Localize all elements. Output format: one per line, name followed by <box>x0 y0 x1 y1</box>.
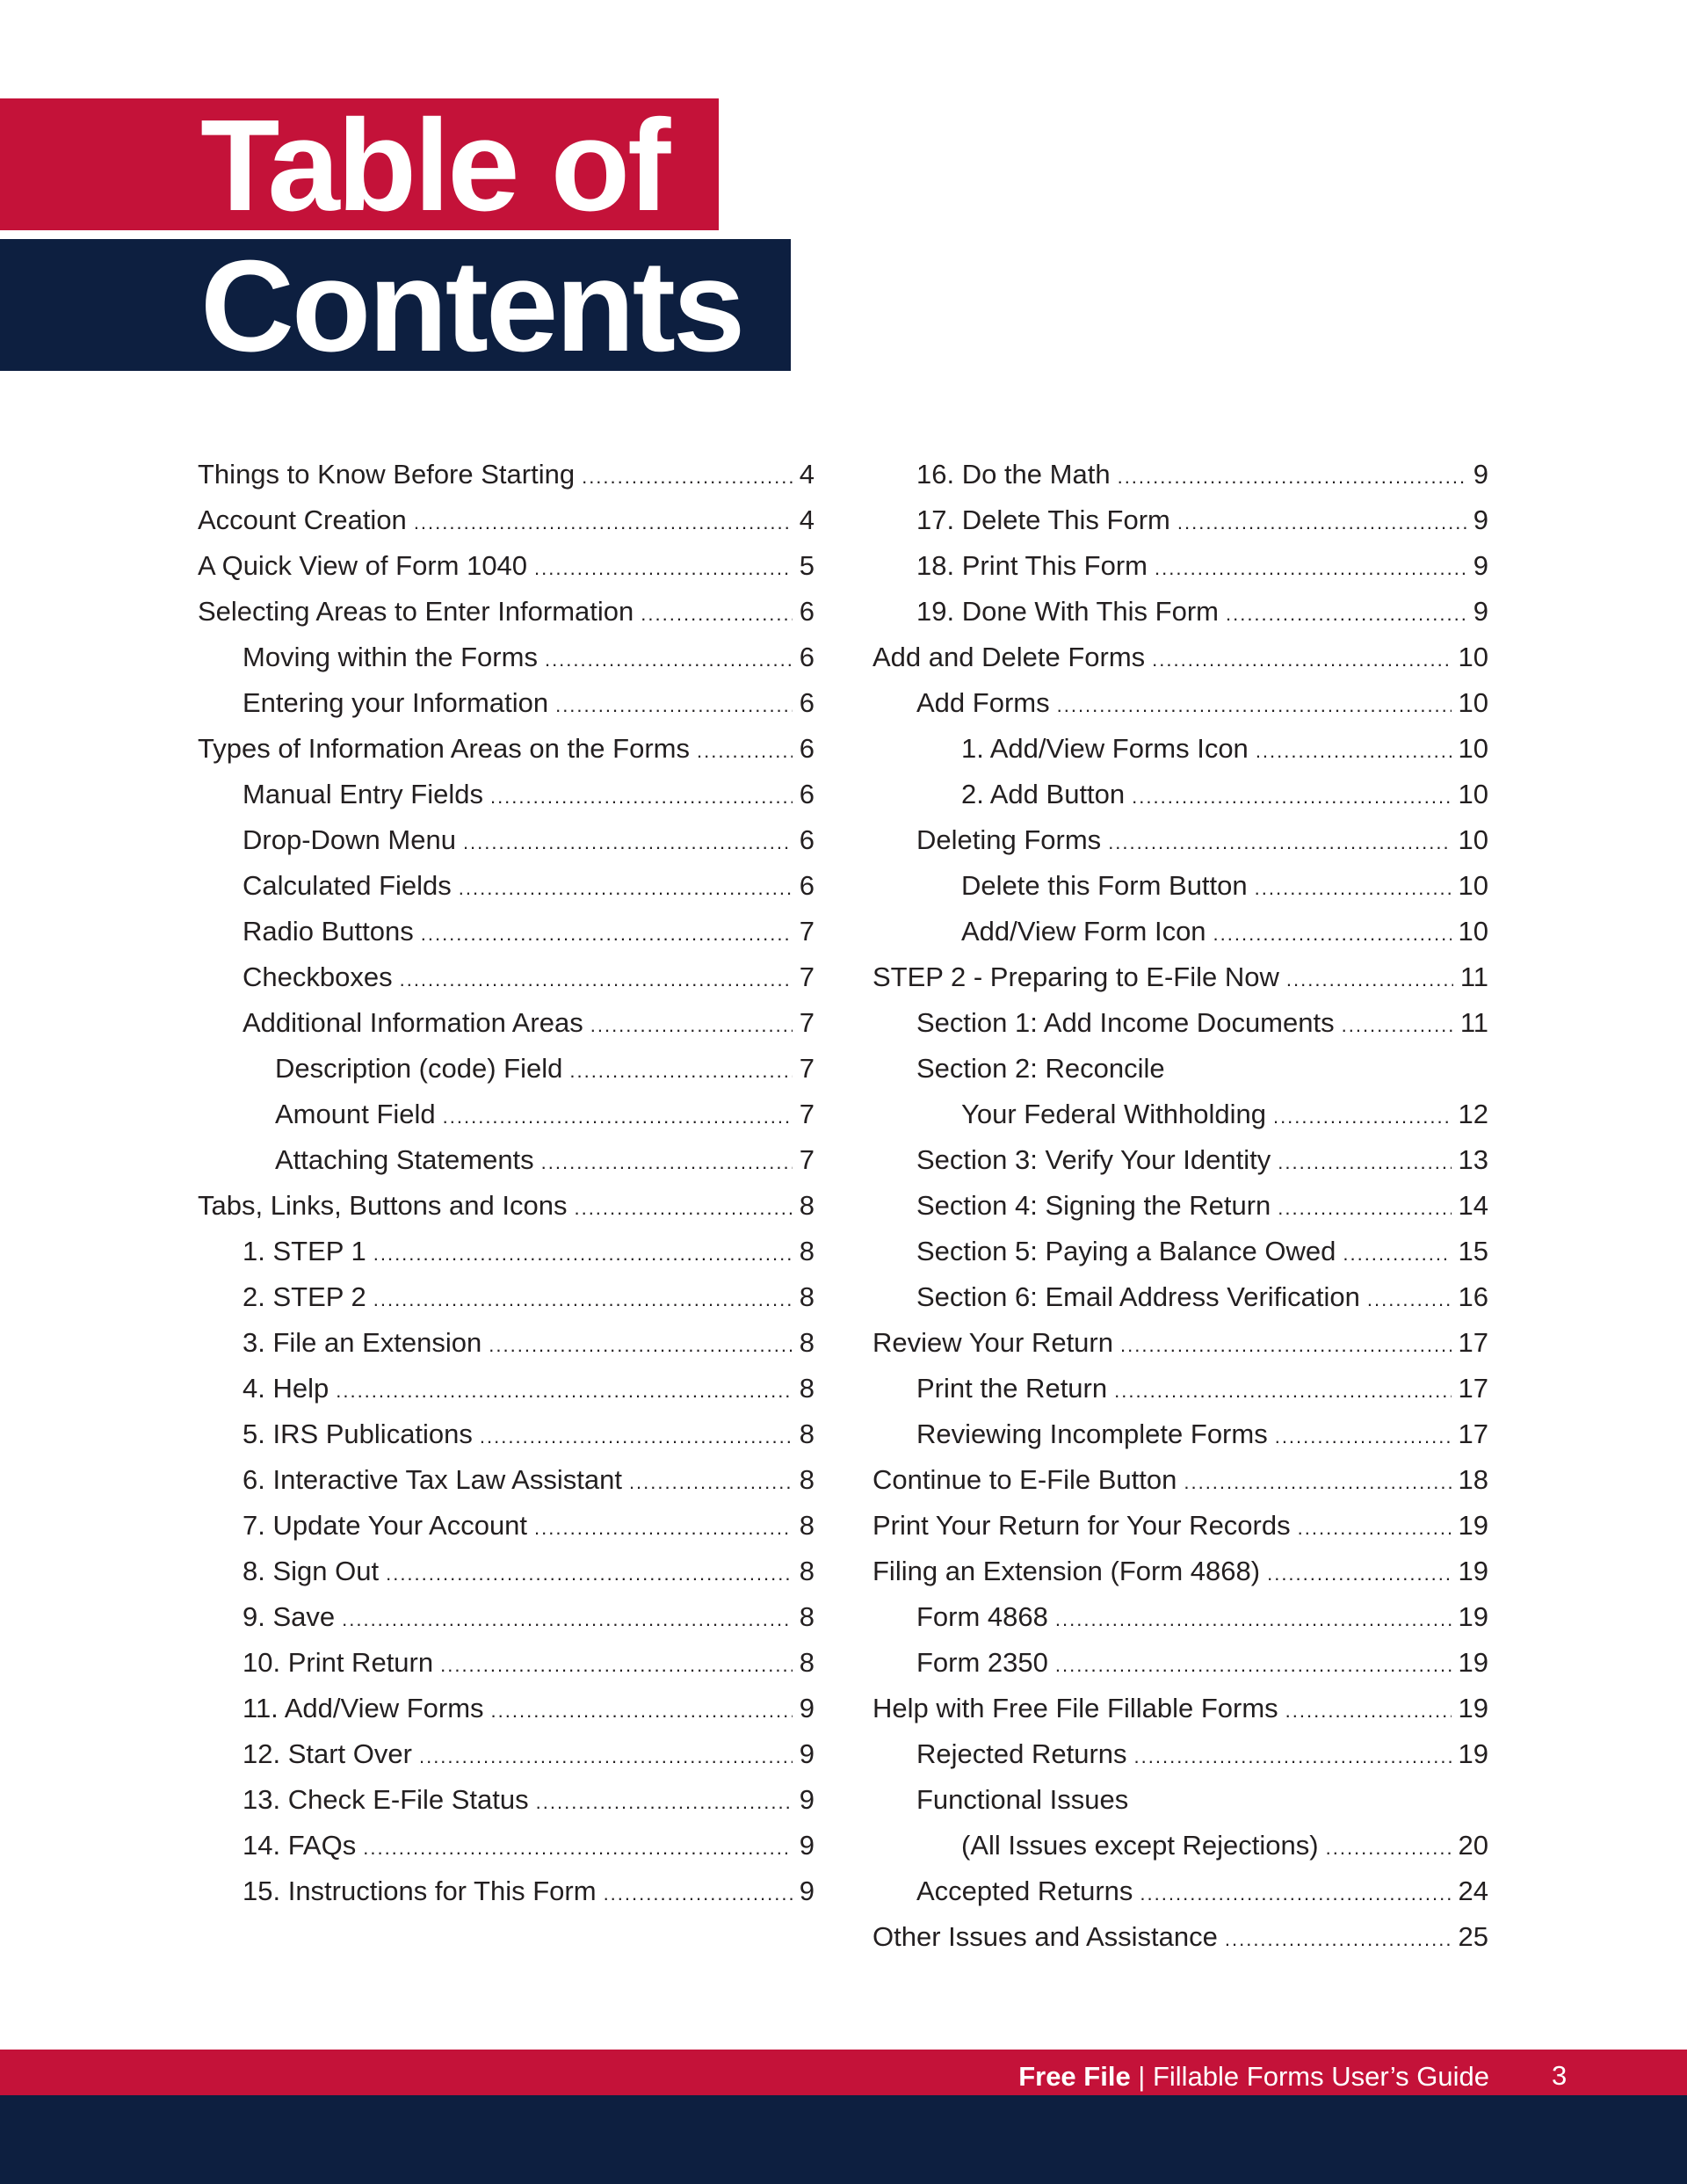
toc-entry[interactable] <box>198 452 815 497</box>
toc-entry-page: 16 <box>1458 1281 1488 1312</box>
dot-leader <box>336 1368 793 1414</box>
toc-entry-page: 17 <box>1458 1419 1488 1449</box>
toc-entry-page: 10 <box>1458 824 1488 855</box>
toc-entry-page: 10 <box>1458 642 1488 672</box>
toc-entry[interactable] <box>872 772 1488 817</box>
toc-entry-title: 2. STEP 2 <box>243 1281 366 1312</box>
toc-entry[interactable] <box>198 1503 815 1549</box>
toc-entry[interactable] <box>872 1274 1488 1320</box>
title-line-1: Table of <box>200 93 669 238</box>
toc-entry[interactable] <box>198 1046 815 1092</box>
toc-entry-title: Tabs, Links, Buttons and Icons <box>198 1190 568 1221</box>
toc-entry-title: Filing an Extension (Form 4868) <box>872 1556 1261 1586</box>
toc-entry[interactable] <box>198 726 815 772</box>
title-banner-navy <box>0 234 791 379</box>
toc-entry-title: Entering your Information <box>243 687 549 718</box>
toc-entry-title: Review Your Return <box>872 1327 1113 1358</box>
toc-entry-page: 4 <box>799 504 815 535</box>
toc-entry-title: 5. IRS Publications <box>243 1419 473 1449</box>
toc-entry-title: 17. Delete This Form <box>916 504 1170 535</box>
toc-entry-title: 2. Add Button <box>961 779 1126 809</box>
dot-leader <box>1132 774 1451 820</box>
toc-entry-title: 4. Help <box>243 1373 329 1404</box>
toc-entry-page: 6 <box>799 870 815 901</box>
dot-leader <box>1298 1506 1452 1551</box>
toc-entry-title: 3. File an Extension <box>243 1327 482 1358</box>
toc-entry-title: Delete this Form Button <box>961 870 1248 901</box>
dot-leader <box>641 591 792 637</box>
toc-entry-page: 8 <box>799 1510 815 1541</box>
dot-leader <box>1184 1460 1451 1506</box>
toc-entry[interactable] <box>198 1549 815 1594</box>
toc-entry-title: Print the Return <box>916 1373 1108 1404</box>
toc-entry-page: 6 <box>799 779 815 809</box>
toc-entry-page: 12 <box>1458 1099 1488 1129</box>
toc-entry-title: Account Creation <box>198 504 407 535</box>
toc-entry-page: 19 <box>1458 1647 1488 1678</box>
toc-entry-title: Add Forms <box>916 687 1050 718</box>
toc-entry-title: Description (code) Field <box>275 1053 563 1084</box>
dot-leader <box>1367 1277 1452 1323</box>
toc-entry[interactable] <box>872 1320 1488 1366</box>
toc-entry[interactable] <box>198 1731 815 1777</box>
toc-entry[interactable] <box>872 726 1488 772</box>
toc-entry-title: 13. Check E-File Status <box>243 1784 529 1815</box>
dot-leader <box>1285 1688 1452 1734</box>
dot-leader <box>555 683 793 729</box>
toc-entry-title: 16. Do the Math <box>916 459 1111 490</box>
dot-leader <box>1108 820 1451 866</box>
toc-entry[interactable] <box>198 1640 815 1686</box>
dot-leader <box>604 1871 793 1917</box>
toc-entry[interactable] <box>872 1731 1488 1777</box>
toc-entry-title: Moving within the Forms <box>243 642 538 672</box>
dot-leader <box>490 774 793 820</box>
toc-entry[interactable] <box>198 680 815 726</box>
toc-entry[interactable] <box>198 772 815 817</box>
toc-entry-title: Section 6: Email Address Verification <box>916 1281 1360 1312</box>
toc-entry-page: 7 <box>799 961 815 992</box>
toc-entry-title: 9. Save <box>243 1601 336 1632</box>
toc-column-right <box>872 452 1488 1960</box>
toc-entry[interactable] <box>872 1457 1488 1503</box>
page-number: 3 <box>1552 2060 1568 2091</box>
dot-leader <box>386 1551 793 1597</box>
toc-entry[interactable] <box>872 909 1488 954</box>
toc-entry[interactable] <box>872 1137 1488 1183</box>
toc-entry-page: 10 <box>1458 916 1488 947</box>
dot-leader <box>1055 1597 1452 1643</box>
toc-entry[interactable] <box>872 1000 1488 1046</box>
toc-entry-title: Add and Delete Forms <box>872 642 1146 672</box>
toc-entry-page: 25 <box>1458 1921 1488 1952</box>
toc-entry-title: Reviewing Incomplete Forms <box>916 1419 1268 1449</box>
toc-entry-title: Section 4: Signing the Return <box>916 1190 1271 1221</box>
toc-entry-title: Drop-Down Menu <box>243 824 456 855</box>
dot-leader <box>697 729 793 774</box>
toc-entry[interactable] <box>872 954 1488 1000</box>
dot-leader <box>480 1414 793 1460</box>
toc-entry-page: 7 <box>799 1053 815 1084</box>
toc-entry-page: 9 <box>1473 596 1488 627</box>
toc-entry-page: 9 <box>1473 459 1488 490</box>
title-banner-red <box>0 93 719 238</box>
dot-leader <box>1286 957 1453 1003</box>
dot-leader <box>590 1003 793 1048</box>
toc-entry-page: 20 <box>1458 1830 1488 1861</box>
toc-entry-page: 8 <box>799 1373 815 1404</box>
dot-leader <box>1114 1368 1451 1414</box>
toc-entry-title: Form 2350 <box>916 1647 1048 1678</box>
toc-entry-title: 8. Sign Out <box>243 1556 380 1586</box>
toc-entry-page: 19 <box>1458 1693 1488 1723</box>
dot-leader <box>443 1094 793 1140</box>
toc-entry[interactable] <box>872 452 1488 497</box>
dot-leader <box>534 1506 793 1551</box>
toc-entry[interactable] <box>872 680 1488 726</box>
toc-entry-title: 7. Update Your Account <box>243 1510 528 1541</box>
toc-entry-page: 6 <box>799 733 815 764</box>
toc-entry-page: 7 <box>799 1144 815 1175</box>
toc-entry[interactable] <box>198 1868 815 1914</box>
dot-leader <box>1118 454 1466 500</box>
toc-entry-title: A Quick View of Form 1040 <box>198 550 528 581</box>
toc-entry-page: 9 <box>799 1693 815 1723</box>
toc-column-left <box>198 452 815 1914</box>
dot-leader <box>491 1688 793 1734</box>
toc-entry-page: 19 <box>1458 1556 1488 1586</box>
toc-entry[interactable] <box>872 543 1488 589</box>
toc-entry-title: 18. Print This Form <box>916 550 1148 581</box>
toc-entry-title: Manual Entry Fields <box>243 779 483 809</box>
toc-entry-title: Add/View Form Icon <box>961 916 1206 947</box>
toc-entry-title: Section 5: Paying a Balance Owed <box>916 1236 1336 1266</box>
toc-entry-title: 15. Instructions for This Form <box>243 1876 597 1906</box>
toc-entry-page: 8 <box>799 1556 815 1586</box>
dot-leader <box>1273 1094 1452 1140</box>
toc-entry-page: 8 <box>799 1327 815 1358</box>
toc-entry-title: Checkboxes <box>243 961 393 992</box>
toc-entry-page: 8 <box>799 1601 815 1632</box>
toc-entry[interactable] <box>872 635 1488 680</box>
dot-leader <box>1255 866 1452 911</box>
toc-entry[interactable] <box>872 1046 1488 1092</box>
toc-entry-page: 8 <box>799 1190 815 1221</box>
toc-entry[interactable] <box>198 1777 815 1823</box>
toc-entry[interactable] <box>198 863 815 909</box>
dot-leader <box>536 1780 793 1825</box>
toc-entry-title: STEP 2 - Preparing to E-File Now <box>872 961 1279 992</box>
toc-entry-title: Accepted Returns <box>916 1876 1133 1906</box>
toc-entry-title: 14. FAQs <box>243 1830 357 1861</box>
toc-entry-title: 1. Add/View Forms Icon <box>961 733 1249 764</box>
dot-leader <box>489 1323 792 1368</box>
footer-guide-name: Fillable Forms User’s Guide <box>1152 2061 1489 2092</box>
dot-leader <box>1134 1734 1452 1780</box>
toc-entry-page: 15 <box>1458 1236 1488 1266</box>
dot-leader <box>373 1231 793 1277</box>
dot-leader <box>363 1825 793 1871</box>
toc-entry[interactable] <box>872 497 1488 543</box>
toc-entry-page: 10 <box>1458 733 1488 764</box>
toc-entry[interactable] <box>198 909 815 954</box>
toc-entry-page: 9 <box>799 1784 815 1815</box>
toc-entry[interactable] <box>872 1640 1488 1686</box>
toc-entry-title: Calculated Fields <box>243 870 452 901</box>
dot-leader <box>1278 1186 1451 1231</box>
toc-entry[interactable] <box>872 1823 1488 1868</box>
toc-entry[interactable] <box>872 1092 1488 1137</box>
dot-leader <box>421 911 793 957</box>
dot-leader <box>414 500 793 546</box>
dot-leader <box>1177 500 1466 546</box>
toc-entry-title: Radio Buttons <box>243 916 414 947</box>
dot-leader <box>459 866 793 911</box>
toc-entry[interactable] <box>872 1503 1488 1549</box>
toc-entry-page: 4 <box>799 459 815 490</box>
dot-leader <box>1155 546 1466 591</box>
toc-entry[interactable] <box>198 1137 815 1183</box>
toc-entry-title: (All Issues except Rejections) <box>961 1830 1319 1861</box>
toc-entry[interactable] <box>198 1366 815 1411</box>
toc-entry[interactable] <box>872 1229 1488 1274</box>
toc-entry-page: 19 <box>1458 1510 1488 1541</box>
dot-leader <box>419 1734 793 1780</box>
dot-leader <box>1267 1551 1451 1597</box>
dot-leader <box>1278 1140 1451 1186</box>
toc-entry-title: 1. STEP 1 <box>243 1236 366 1266</box>
toc-entry-page: 8 <box>799 1647 815 1678</box>
dot-leader <box>1256 729 1452 774</box>
dot-leader <box>1120 1323 1452 1368</box>
toc-entry-page: 10 <box>1458 870 1488 901</box>
toc-entry[interactable] <box>872 1686 1488 1731</box>
toc-entry-page: 17 <box>1458 1373 1488 1404</box>
toc-entry-title: Amount Field <box>275 1099 436 1129</box>
toc-entry-page: 11 <box>1459 1007 1488 1038</box>
toc-entry-page: 6 <box>799 596 815 627</box>
footer-separator: | <box>1130 2061 1153 2092</box>
toc-entry-title: Selecting Areas to Enter Information <box>198 596 634 627</box>
toc-entry[interactable] <box>198 497 815 543</box>
toc-entry-title: 6. Interactive Tax Law Assistant <box>243 1464 622 1495</box>
dot-leader <box>373 1277 793 1323</box>
toc-entry-title: Things to Know Before Starting <box>198 459 576 490</box>
toc-entry[interactable] <box>198 817 815 863</box>
dot-leader <box>1055 1643 1452 1688</box>
toc-entry-page: 9 <box>1473 550 1488 581</box>
toc-entry-page: 7 <box>799 1099 815 1129</box>
toc-entry-title: Help with Free File Fillable Forms <box>872 1693 1278 1723</box>
toc-entry-title: 19. Done With This Form <box>916 596 1219 627</box>
toc-entry[interactable] <box>198 1229 815 1274</box>
toc-entry-page: 8 <box>799 1464 815 1495</box>
toc-entry-title: Section 3: Verify Your Identity <box>916 1144 1271 1175</box>
toc-entry-page: 14 <box>1458 1190 1488 1221</box>
toc-entry-title: Rejected Returns <box>916 1738 1127 1769</box>
toc-entry[interactable] <box>872 1183 1488 1229</box>
dot-leader <box>545 637 793 683</box>
toc-entry-title: 10. Print Return <box>243 1647 434 1678</box>
dot-leader <box>1213 911 1452 957</box>
toc-entry-title: Your Federal Withholding <box>961 1099 1266 1129</box>
toc-entry-title: Additional Information Areas <box>243 1007 583 1038</box>
toc-entry-page: 17 <box>1458 1327 1488 1358</box>
toc-entry-page: 8 <box>799 1281 815 1312</box>
toc-entry-page: 18 <box>1458 1464 1488 1495</box>
toc-entry-page: 9 <box>799 1876 815 1906</box>
toc-entry-page: 8 <box>799 1236 815 1266</box>
dot-leader <box>629 1460 793 1506</box>
toc-entry-page: 6 <box>799 824 815 855</box>
toc-entry[interactable] <box>872 1594 1488 1640</box>
toc-entry-title: Print Your Return for Your Records <box>872 1510 1291 1541</box>
toc-entry[interactable] <box>872 863 1488 909</box>
toc-entry-page: 24 <box>1458 1876 1488 1906</box>
toc-entry-title: Other Issues and Assistance <box>872 1921 1218 1952</box>
toc-entry-page: 6 <box>799 687 815 718</box>
toc-entry-page: 7 <box>799 916 815 947</box>
dot-leader <box>1152 637 1451 683</box>
toc-entry[interactable] <box>198 954 815 1000</box>
toc-entry-title: Section 1: Add Income Documents <box>916 1007 1335 1038</box>
toc-entry-page: 6 <box>799 642 815 672</box>
toc-entry-title: 12. Start Over <box>243 1738 412 1769</box>
toc-entry-title: Functional Issues <box>916 1784 1129 1815</box>
toc-entry[interactable] <box>198 1183 815 1229</box>
toc-entry[interactable] <box>872 817 1488 863</box>
toc-entry-title: Types of Information Areas on the Forms <box>198 733 690 764</box>
toc-entry[interactable] <box>872 1914 1488 1960</box>
dot-leader <box>541 1140 793 1186</box>
toc-entry[interactable] <box>198 1686 815 1731</box>
toc-entry-page: 19 <box>1458 1601 1488 1632</box>
toc-entry-page: 10 <box>1458 687 1488 718</box>
toc-entry[interactable] <box>198 589 815 635</box>
toc-entry-page: 19 <box>1458 1738 1488 1769</box>
dot-leader <box>1275 1414 1452 1460</box>
toc-entry[interactable] <box>198 1411 815 1457</box>
toc-entry[interactable] <box>198 1823 815 1868</box>
toc-entry-page: 9 <box>799 1738 815 1769</box>
dot-leader <box>400 957 793 1003</box>
dot-leader <box>1140 1871 1451 1917</box>
dot-leader <box>342 1597 793 1643</box>
toc-entry-title: Deleting Forms <box>916 824 1102 855</box>
dot-leader <box>569 1048 792 1094</box>
title-line-2: Contents <box>200 234 743 379</box>
toc-entry[interactable] <box>198 635 815 680</box>
toc-entry-page: 10 <box>1458 779 1488 809</box>
toc-entry[interactable] <box>872 1777 1488 1823</box>
toc-entry-title: Form 4868 <box>916 1601 1048 1632</box>
footer-bar <box>0 2050 1687 2095</box>
toc-entry-title: Section 2: Reconcile <box>916 1053 1165 1084</box>
dot-leader <box>1225 1917 1452 1963</box>
footer-band <box>0 2095 1687 2184</box>
dot-leader <box>1326 1825 1452 1871</box>
toc-entry-title: Attaching Statements <box>275 1144 534 1175</box>
dot-leader <box>440 1643 793 1688</box>
toc-entry[interactable] <box>198 1457 815 1503</box>
dot-leader <box>534 546 793 591</box>
toc-entry[interactable] <box>872 1868 1488 1914</box>
toc-entry[interactable] <box>872 589 1488 635</box>
toc-entry-page: 9 <box>799 1830 815 1861</box>
toc-entry[interactable] <box>198 1274 815 1320</box>
dot-leader <box>1057 683 1452 729</box>
toc-entry-title: 11. Add/View Forms <box>243 1693 484 1723</box>
footer-brand: Free File <box>1018 2061 1131 2092</box>
toc-entry-page: 5 <box>799 550 815 581</box>
toc-entry-page: 8 <box>799 1419 815 1449</box>
toc-entry-page: 7 <box>799 1007 815 1038</box>
dot-leader <box>463 820 793 866</box>
toc-entry-page: 9 <box>1473 504 1488 535</box>
toc-entry[interactable] <box>198 543 815 589</box>
dot-leader <box>1343 1231 1451 1277</box>
toc-entry[interactable] <box>198 1320 815 1366</box>
toc-entry[interactable] <box>198 1000 815 1046</box>
dot-leader <box>574 1186 792 1231</box>
toc-entry[interactable] <box>872 1549 1488 1594</box>
dot-leader <box>582 454 793 500</box>
toc-entry-page: 13 <box>1458 1144 1488 1175</box>
toc-entry[interactable] <box>872 1366 1488 1411</box>
toc-entry[interactable] <box>872 1411 1488 1457</box>
toc-entry-page: 11 <box>1459 961 1488 992</box>
dot-leader <box>1342 1003 1453 1048</box>
toc-entry-title: Continue to E-File Button <box>872 1464 1177 1495</box>
toc-entry[interactable] <box>198 1594 815 1640</box>
toc-entry[interactable] <box>198 1092 815 1137</box>
dot-leader <box>1226 591 1466 637</box>
